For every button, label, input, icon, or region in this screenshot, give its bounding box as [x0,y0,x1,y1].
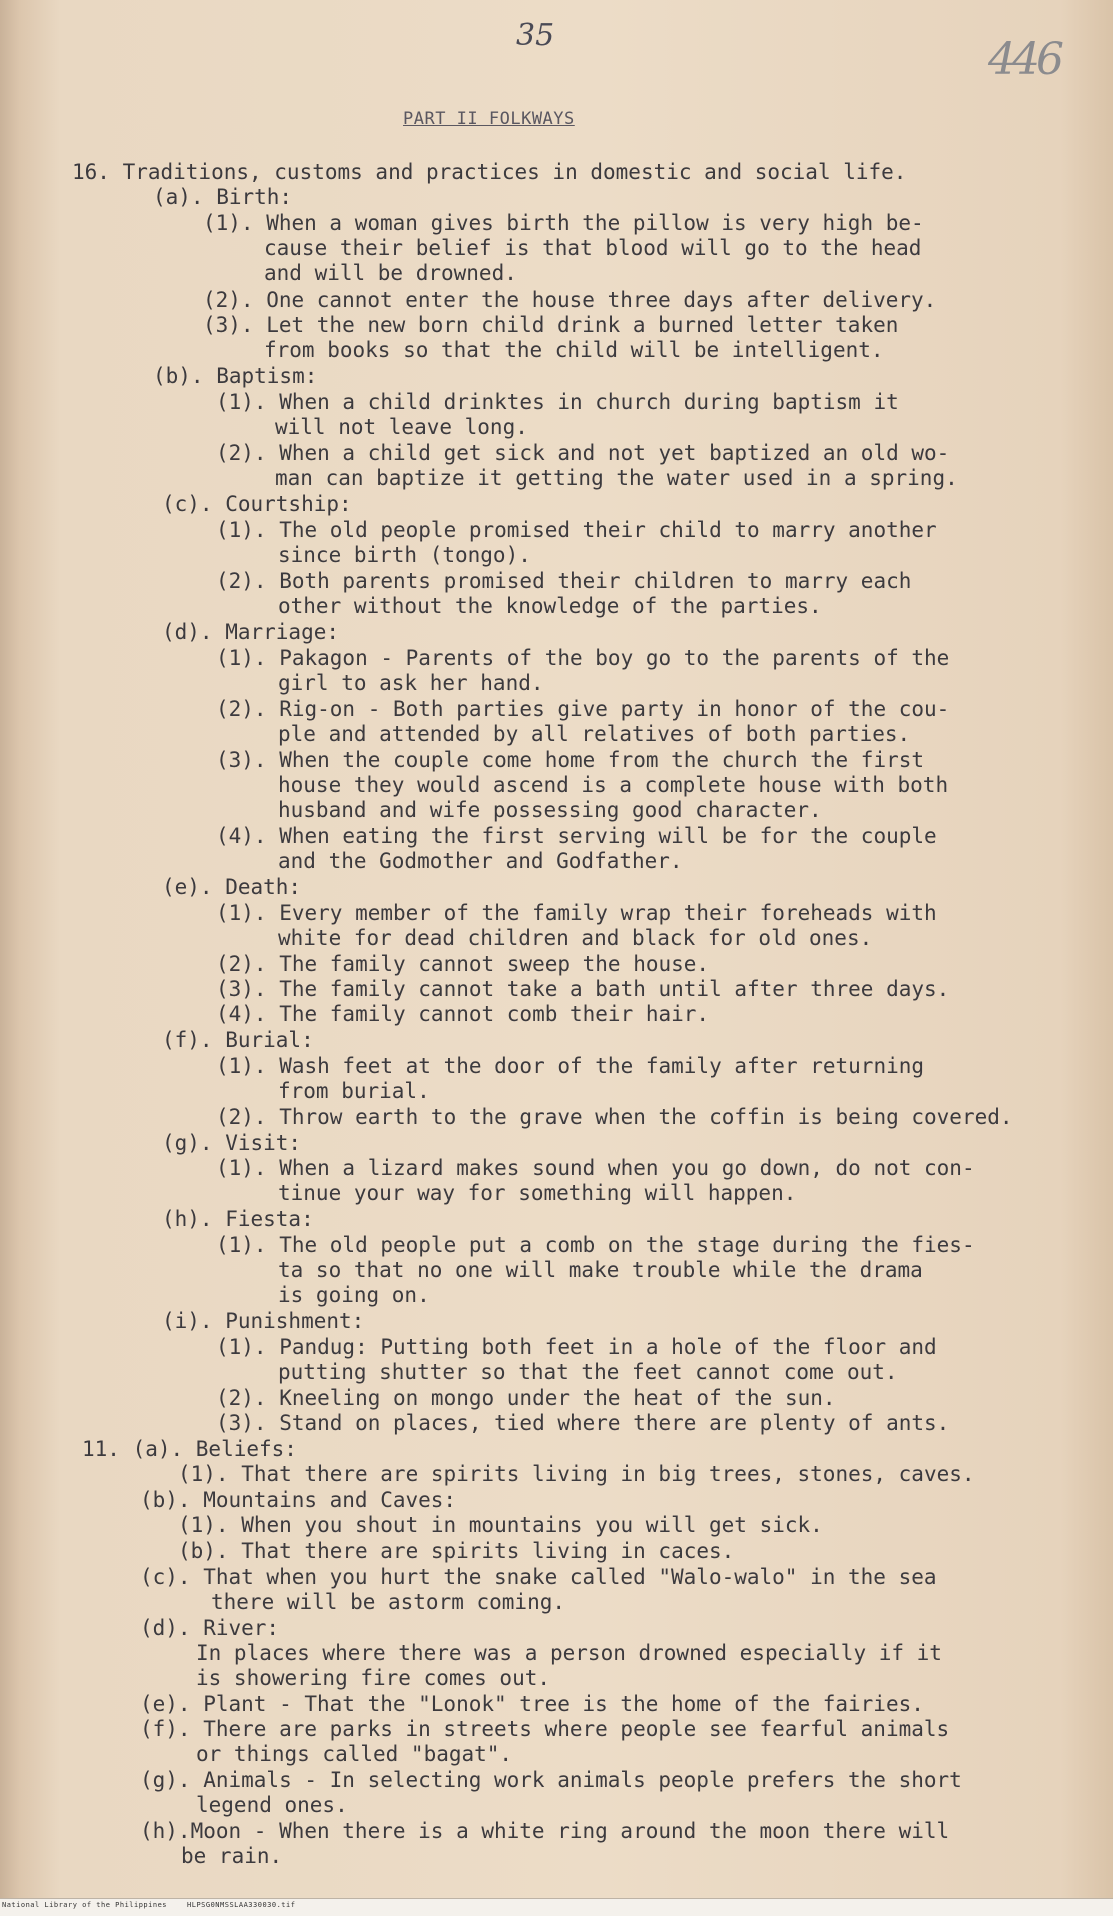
text-line: house they would ascend is a complete house with both [278,773,949,797]
footer-library: National Library of the Philippines [2,1901,168,1909]
text-line: (2). Kneeling on mongo under the heat of the sun. [216,1386,836,1410]
text-line: or things called "bagat". [196,1742,513,1766]
text-line: (g). Visit: [162,1131,302,1155]
text-line: (2). The family cannot sweep the house. [216,952,710,976]
text-line: (3). The family cannot take a bath until after three days. [216,977,950,1001]
text-line: will not leave long. [275,415,528,439]
text-line: (h). Fiesta: [162,1207,314,1231]
text-line: (1). When a lizard makes sound when you go down, do not con- [216,1156,975,1180]
stamp-number: 446 [988,34,1060,85]
text-line: 16. Traditions, customs and practices in domestic and social life. [72,160,907,184]
text-line: (f). There are parks in streets where people see fearful animals [140,1717,950,1741]
text-line: there will be astorm coming. [211,1590,566,1614]
text-line: white for dead children and black for old ones. [278,926,873,950]
text-line: (2). One cannot enter the house three days after delivery. [203,288,937,312]
footer-code: HLPSG0NMSSLAA330030.tif [187,1901,296,1909]
text-line: ta so that no one will make trouble while the drama [278,1258,923,1282]
text-line: (2). When a child get sick and not yet baptized an old wo- [216,441,950,465]
text-line: legend ones. [196,1793,348,1817]
section-heading: PART II FOLKWAYS [403,109,575,129]
text-line: husband and wife possessing good character. [278,798,822,822]
text-line: (i). Punishment: [162,1309,365,1333]
text-line: (1). Pakagon - Parents of the boy go to the parents of the [216,646,950,670]
text-line: girl to ask her hand. [278,671,544,695]
text-line: (1). When a woman gives birth the pillow is very high be- [203,211,924,235]
text-line: (1). Pandug: Putting both feet in a hole of the floor and [216,1335,937,1359]
text-line: (2). Both parents promised their children to marry each [216,569,912,593]
text-line: (a). Birth: [153,185,293,209]
text-line: (c). Courtship: [162,492,352,516]
footer [2,1901,315,1909]
page-number: 35 [516,18,555,53]
text-line: 11. (a). Beliefs: [82,1437,297,1461]
text-line: from burial. [278,1079,430,1103]
text-line: (3). Let the new born child drink a burned letter taken [203,313,899,337]
text-line: In places where there was a person drowned especially if it [196,1641,942,1665]
text-line: be rain. [181,1844,283,1868]
text-line: ple and attended by all relatives of both parties. [278,722,911,746]
text-line: (3). Stand on places, tied where there are plenty of ants. [216,1411,950,1435]
text-line: (4). When eating the first serving will be for the couple [216,824,937,848]
text-line: (1). Every member of the family wrap their foreheads with [216,901,937,925]
text-line: (2). Throw earth to the grave when the coffin is being covered. [216,1105,1013,1129]
text-line: (1). That there are spirits living in big trees, stones, caves. [178,1462,975,1486]
text-line: and the Godmother and Godfather. [278,849,683,873]
text-line: (e). Death: [162,875,302,899]
text-line: (4). The family cannot comb their hair. [216,1002,710,1026]
text-line: (1). The old people put a comb on the stage during the fies- [216,1233,975,1257]
text-line: cause their belief is that blood will go to the head [264,236,922,260]
text-line: other without the knowledge of the parties. [278,594,822,618]
text-line: man can baptize it getting the water used in a spring. [275,466,958,490]
text-line: (1). The old people promised their child to marry another [216,518,937,542]
text-line: (1). When you shout in mountains you will get sick. [178,1513,823,1537]
text-line: tinue your way for something will happen. [278,1181,797,1205]
text-line: (g). Animals - In selecting work animals people prefers the short [140,1768,962,1792]
text-line: (3). When the couple come home from the church the first [216,748,925,772]
text-line: since birth (tongo). [278,543,531,567]
text-line: (d). River: [140,1616,280,1640]
text-line: (d). Marriage: [162,620,340,644]
text-line: is going on. [278,1283,430,1307]
text-line: is showering fire comes out. [196,1666,551,1690]
text-line: (b). Mountains and Caves: [140,1488,457,1512]
text-line: (h).Moon - When there is a white ring around the moon there will [140,1819,950,1843]
text-line: (2). Rig-on - Both parties give party in honor of the cou- [216,697,950,721]
text-line: (1). Wash feet at the door of the family after returning [216,1054,925,1078]
text-line: (1). When a child drinktes in church during baptism it [216,390,899,414]
text-line: from books so that the child will be intelligent. [264,338,884,362]
text-line: (b). Baptism: [153,364,318,388]
text-line: (c). That when you hurt the snake called "Walo-walo" in the sea [140,1565,937,1589]
text-line: (e). Plant - That the "Lonok" tree is the home of the fairies. [140,1692,924,1716]
text-line: and will be drowned. [264,261,517,285]
text-line: putting shutter so that the feet cannot come out. [278,1360,898,1384]
text-line: (b). That there are spirits living in caces. [178,1539,735,1563]
text-line: (f). Burial: [162,1028,314,1052]
